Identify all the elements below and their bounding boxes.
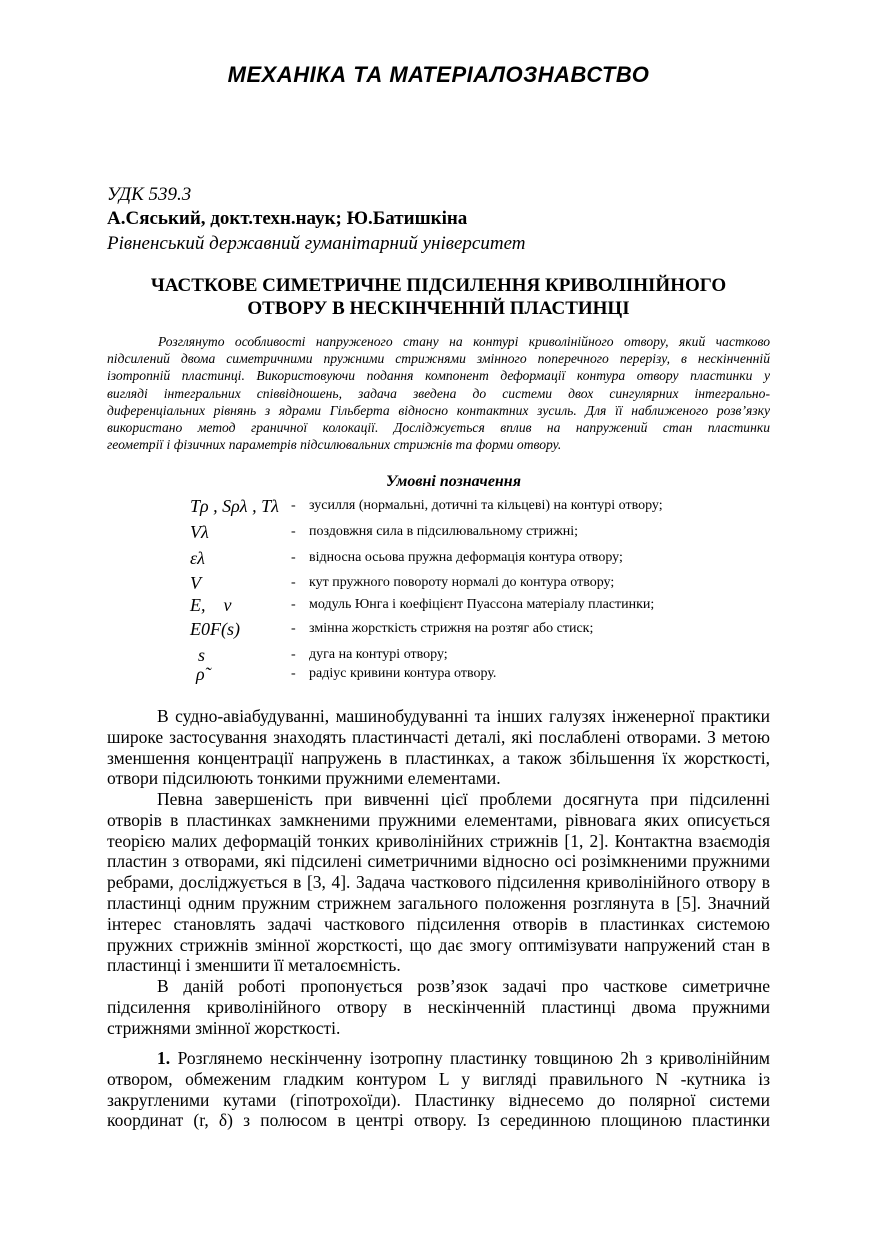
abstract-line: Розглянуто особливості напруженого стану на контурі криволінійного отвору, який частково	[158, 334, 770, 349]
title-line: ЧАСТКОВЕ СИМЕТРИЧНЕ ПІДСИЛЕННЯ КРИВОЛІНІЙНОГО	[150, 275, 727, 296]
paragraph-aim	[107, 976, 770, 1038]
text-line: пластинці і зменшити її металоємність.	[107, 955, 401, 976]
notation-dash: -	[291, 666, 296, 681]
notation-dash: -	[291, 621, 296, 636]
text-line: пластинці одним пружним стрижнем загального положення розглянута в [5]. Значний	[107, 892, 770, 913]
text-line: координат (r, δ) з полюсом в центрі отвору. Із серединною площиною пластинки	[107, 1110, 770, 1131]
notation-symbol: V	[190, 573, 201, 593]
text-line: пластин з отворами, які підсилені симетричними відносно осі розімкненими пружними	[107, 851, 770, 872]
paragraph-intro	[107, 706, 770, 789]
notation-dash: -	[291, 597, 296, 612]
notation-dash: -	[291, 575, 296, 590]
text-line: Певна завершеність при вивченні цієї проблеми досягнута при підсиленні	[157, 789, 770, 809]
text-line: закругленими кутами (гіпотрохоїди). Пластинку віднесемо до полярної системи	[107, 1089, 770, 1110]
text-line: широке застосування знаходять пластинчасті деталі, які послаблені отворами. З метою	[107, 726, 770, 747]
notation-row	[190, 496, 790, 520]
abstract-line: ізотропній пластинці. Використовуючи подання компонент деформації контура отвору пластинки у	[107, 368, 770, 384]
section-number: 1.	[157, 1048, 171, 1068]
abstract-line: вигляді інтегральних співвідношень, задача зведена до системи двох сингулярних інтегрально-	[107, 385, 770, 401]
notation-row	[190, 548, 790, 572]
notation-row	[190, 595, 790, 619]
notation-symbol: Tρ , Sρλ , Tλ	[190, 496, 279, 516]
text-line: теорією малих деформацій тонких криволінійних стрижнів [1, 2]. Контактна взаємодія	[107, 830, 770, 851]
abstract	[107, 333, 770, 453]
text-line: отвори підсилюють тонкими пружними елементами.	[107, 768, 501, 789]
text-line: стрижнями змінної жорсткості.	[107, 1017, 341, 1038]
notation-description: зусилля (нормальні, дотичні та кільцеві) на контурі отвору;	[309, 498, 663, 513]
text-line: В судно-авіабудуванні, машинобудуванні та інших галузях інженерної практики	[157, 706, 770, 726]
affiliation: Рівненський державний гуманітарний університет	[107, 233, 526, 254]
text-line: підсилення криволінійного отвору в нескінченній пластинці двома пружними	[107, 996, 770, 1017]
authors-line: А.Сяський, докт.техн.наук; Ю.Батишкіна	[107, 208, 468, 229]
notation-description: радіус кривини контура отвору.	[309, 666, 497, 681]
text-line: пружних стрижнів змінної жорсткості, що дає змогу оптимізувати напружений стан в	[107, 934, 770, 955]
notation-description: кут пружного повороту нормалі до контура отвору;	[309, 575, 615, 590]
article-title	[107, 274, 770, 320]
notation-description: змінна жорсткість стрижня на розтяг або стиск;	[309, 621, 594, 636]
text-line: ребрами, досліджується в [3, 4]. Задача часткового підсилення криволінійного отвору в	[107, 872, 770, 893]
text-line	[107, 1048, 770, 1069]
text-line: В даній роботі пропонується розв’язок задачі про часткове симетричне	[157, 976, 770, 996]
notation-dash: -	[291, 498, 296, 513]
abstract-line: використано метод граничної колокації. Досліджується вплив на напружений стан пластинки	[107, 419, 770, 435]
text-line: отвором, обмеженим гладким контуром L у вигляді правильного N -кутника із	[107, 1068, 770, 1089]
notation-row	[190, 664, 790, 688]
notation-description: модуль Юнга і коефіцієнт Пуассона матеріалу пластинки;	[309, 597, 655, 612]
text-line: зменшення концентрації напружень в пластинках, а також збільшення їх жорсткості,	[107, 747, 770, 768]
text-line: інтерес становлять задачі часткового підсилення отворів в пластинках системою	[107, 913, 770, 934]
notation-symbol: Vλ	[190, 522, 209, 542]
notation-row	[190, 573, 790, 597]
title-line: ОТВОРУ В НЕСКІНЧЕННІЙ ПЛАСТИНЦІ	[247, 298, 630, 319]
notation-description: відносна осьова пружна деформація контура отвору;	[309, 550, 623, 565]
abstract-line: підсилений двома симетричними пружними стрижнями змінного поперечного перерізу, в нескінченній	[107, 351, 770, 367]
notation-symbol: s	[198, 645, 206, 665]
section-header: МЕХАНІКА ТА МАТЕРІАЛОЗНАВСТВО	[227, 62, 650, 87]
notation-heading: Умовні позначення	[386, 473, 521, 490]
paragraph-section-1	[107, 1048, 770, 1131]
notation-symbol: ελ	[190, 548, 205, 568]
notation-symbol: E, ν	[190, 595, 232, 615]
notation-dash: -	[291, 524, 296, 539]
abstract-line: диференціальних рівнянь з ядрами Гільберта відносно контактних зусиль. Для її наближеного розв’язку	[107, 402, 770, 418]
abstract-line: геометрії і фізичних параметрів підсилювальних стрижнів та форми отвору.	[107, 437, 562, 453]
text-line: отворів в пластинках замкненими пружними елементами, рівновага яких описується	[107, 809, 770, 830]
notation-dash: -	[291, 550, 296, 565]
notation-symbol: ρ̃	[196, 664, 205, 684]
notation-row	[190, 619, 790, 643]
notation-symbol: E0F(s)	[190, 619, 240, 639]
udk-code: УДК 539.3	[107, 184, 192, 205]
notation-row	[190, 522, 790, 546]
notation-dash: -	[291, 647, 296, 662]
notation-description: дуга на контурі отвору;	[309, 647, 448, 662]
paragraph-review	[107, 789, 770, 976]
text-span: Розглянемо нескінченну ізотропну пластинку товщиною 2h з криволінійним	[170, 1048, 770, 1068]
notation-description: поздовжня сила в підсилювальному стрижні;	[309, 524, 579, 539]
